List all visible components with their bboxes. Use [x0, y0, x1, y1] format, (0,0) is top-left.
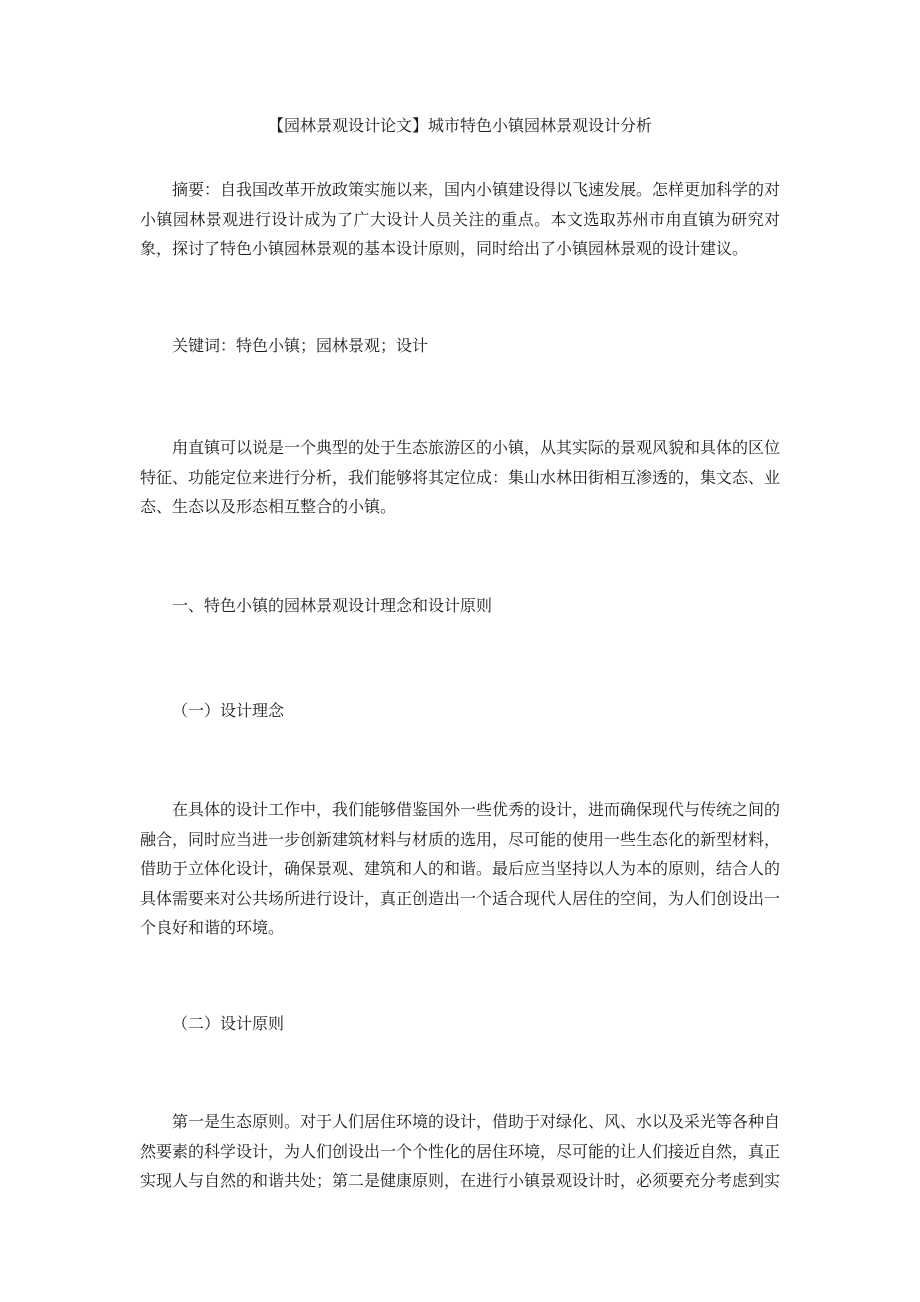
keywords-line: 关键词：特色小镇；园林景观；设计: [172, 336, 429, 355]
section-heading-1: 一、特色小镇的园林景观设计理念和设计原则: [172, 596, 493, 615]
intro-paragraph: 甪直镇可以说是一个典型的处于生态旅游区的小镇，从其实际的景观风貌和具体的区位特征、功能定位来进行分析，我们能够将其定位成：集山水林田街相互渗透的，集文态、业态、生态以及形态相互整合的小镇。: [140, 438, 781, 516]
design-concept-paragraph: 在具体的设计工作中，我们能够借鉴国外一些优秀的设计，进而确保现代与传统之间的融合，同时应当进一步创新建筑材料与材质的选用，尽可能的使用一些生态化的新型材料，借助于立体化设计，确保景观、建筑和人的和谐。最后应当坚持以人为本的原则，结合人的具体需要来对公共场所进行设计，真正创造出一个适合现代人居住的空间，为人们创设出一个良好和谐的环境。: [140, 800, 781, 937]
design-principle-paragraph: 第一是生态原则。对于人们居住环境的设计，借助于对绿化、风、水以及采光等各种自然要素的科学设计，为人们创设出一个个性化的居住环境，尽可能的让人们接近自然，真正实现人与自然的和谐共处；第二是健康原则，在进行小镇景观设计时，必须要充分考虑到实: [140, 1112, 781, 1190]
subsection-heading-2: （二）设计原则: [172, 1014, 285, 1033]
document-title: 【园林景观设计论文】城市特色小镇园林景观设计分析: [267, 116, 652, 135]
subsection-heading-1: （一）设计理念: [172, 701, 285, 720]
abstract-paragraph: 摘要：自我国改革开放政策实施以来，国内小镇建设得以飞速发展。怎样更加科学的对小镇园林景观进行设计成为了广大设计人员关注的重点。本文选取苏州市甪直镇为研究对象，探讨了特色小镇园林景观的基本设计原则，同时给出了小镇园林景观的设计建议。: [140, 180, 781, 258]
